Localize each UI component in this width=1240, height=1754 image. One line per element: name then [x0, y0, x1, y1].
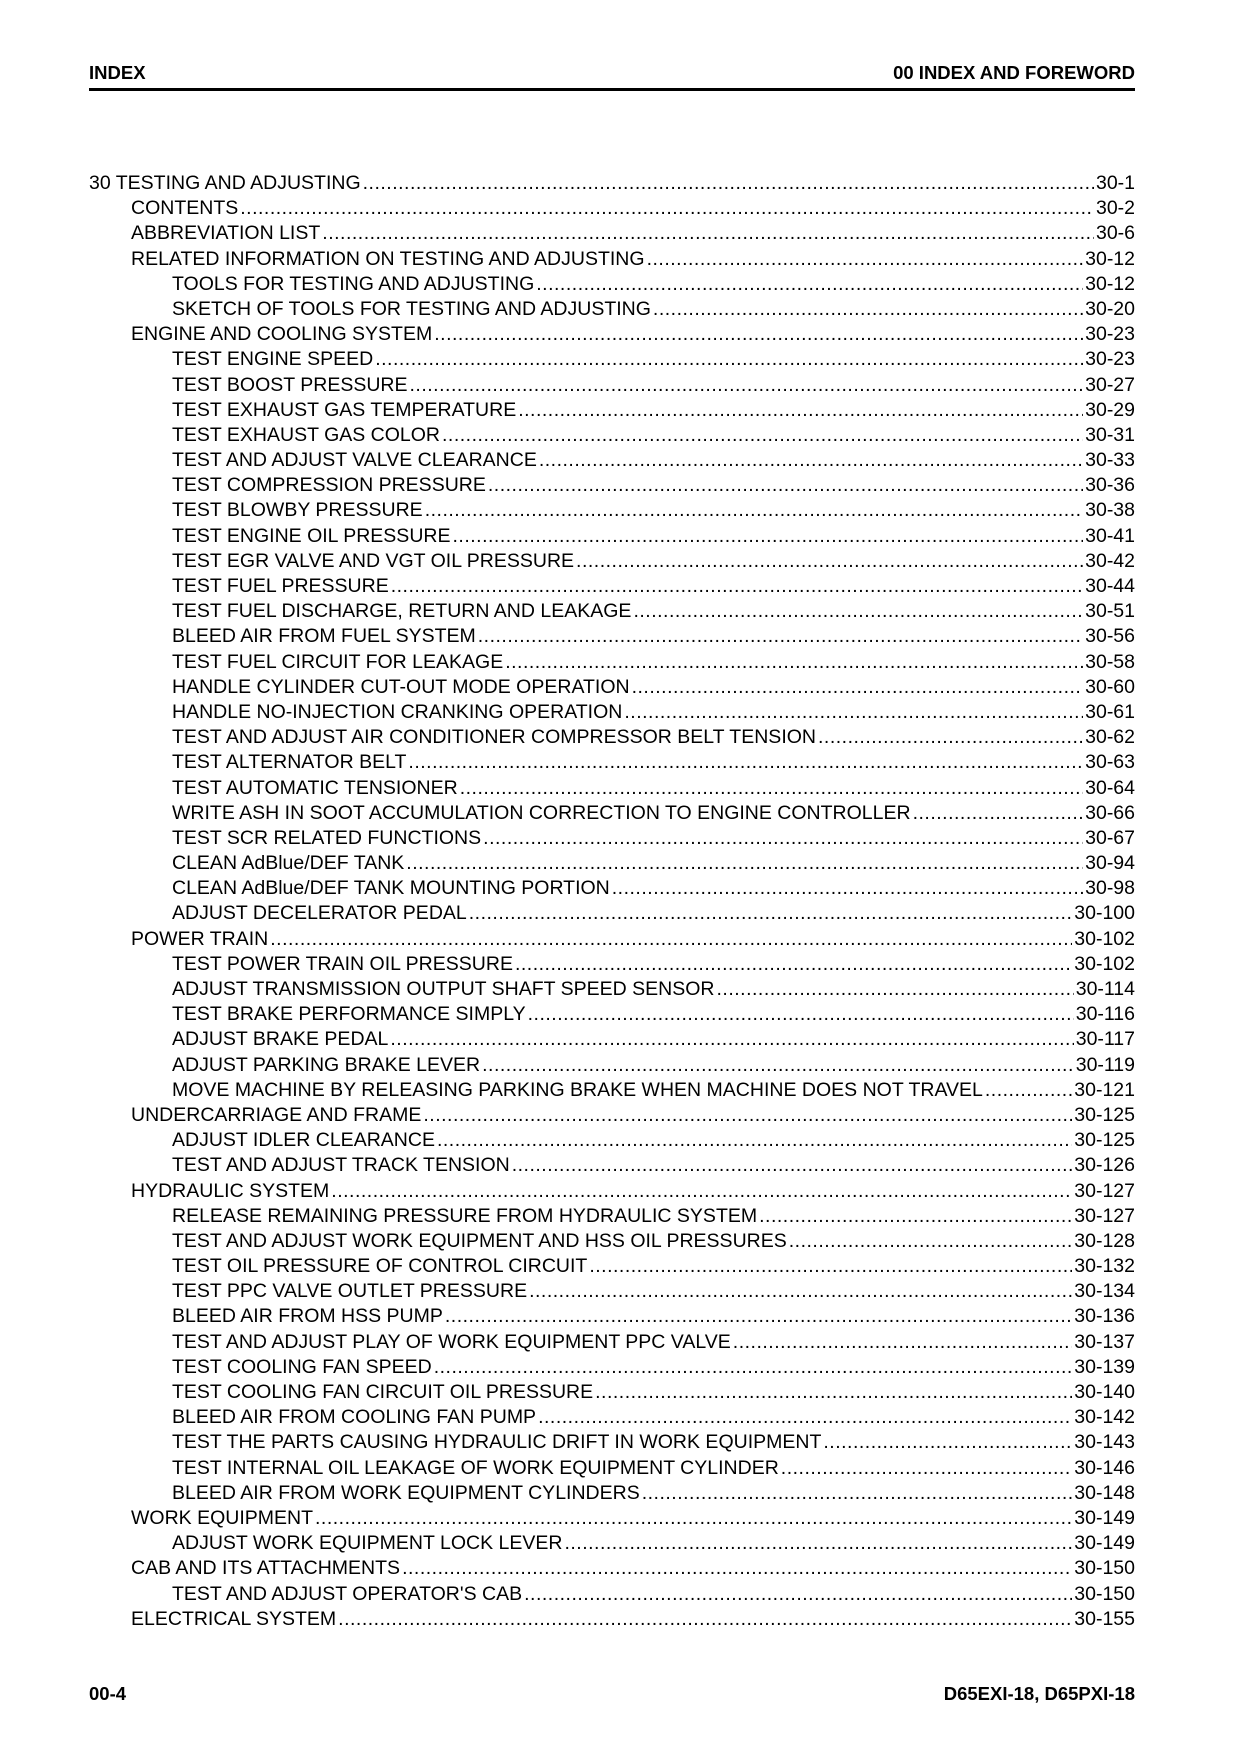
toc-dot-leader [482, 1053, 1074, 1078]
toc-entry-page: 30-100 [1074, 902, 1135, 925]
toc-entry-page: 30-128 [1074, 1229, 1135, 1252]
toc-entry[interactable] [89, 650, 1135, 675]
toc-entry-title: TEST EXHAUST GAS COLOR [172, 423, 441, 446]
toc-dot-leader [528, 1002, 1074, 1027]
toc-dot-leader [322, 221, 1094, 246]
toc-entry[interactable] [89, 1128, 1135, 1153]
toc-dot-leader [518, 398, 1083, 423]
toc-entry-page: 30-137 [1074, 1330, 1135, 1353]
toc-entry-title: ADJUST WORK EQUIPMENT LOCK LEVER [172, 1532, 563, 1555]
toc-dot-leader [402, 1556, 1072, 1581]
toc-entry[interactable] [89, 171, 1135, 196]
toc-entry[interactable] [89, 599, 1135, 624]
toc-entry[interactable] [89, 1355, 1135, 1380]
toc-entry[interactable] [89, 297, 1135, 322]
toc-entry-title: ADJUST BRAKE PEDAL [172, 1028, 389, 1051]
toc-entry[interactable] [89, 977, 1135, 1002]
toc-entry[interactable] [89, 876, 1135, 901]
toc-entry-page: 30-33 [1085, 449, 1135, 472]
toc-entry-page: 30-60 [1085, 675, 1135, 698]
toc-dot-leader [391, 574, 1083, 599]
toc-entry-page: 30-119 [1075, 1053, 1135, 1076]
toc-entry-title: TEST COOLING FAN CIRCUIT OIL PRESSURE [172, 1381, 594, 1403]
toc-entry-page: 30-67 [1085, 826, 1135, 849]
toc-entry[interactable] [89, 1556, 1135, 1581]
toc-dot-leader [624, 700, 1083, 725]
toc-entry-page: 30-102 [1074, 952, 1135, 975]
toc-entry[interactable] [89, 901, 1135, 926]
toc-dot-leader [406, 851, 1083, 876]
toc-dot-leader [564, 1531, 1072, 1556]
toc-entry-page: 30-136 [1074, 1305, 1135, 1328]
toc-dot-leader [823, 1430, 1072, 1455]
toc-dot-leader [642, 1481, 1073, 1506]
toc-entry-page: 30-102 [1074, 927, 1135, 950]
toc-dot-leader [460, 776, 1083, 801]
toc-dot-leader [315, 1506, 1072, 1531]
toc-entry-page: 30-58 [1085, 650, 1135, 673]
toc-entry-title: MOVE MACHINE BY RELEASING PARKING BRAKE WHEN MACHINE DOES NOT TRAVEL [172, 1078, 983, 1101]
toc-entry-title: TEST ENGINE SPEED [172, 348, 374, 371]
toc-entry[interactable] [89, 1153, 1135, 1178]
toc-dot-leader [612, 876, 1083, 901]
toc-entry-title: POWER TRAIN [131, 927, 269, 950]
toc-dot-leader [759, 1204, 1072, 1229]
header-divider [89, 88, 1135, 91]
toc-entry-title: ADJUST IDLER CLEARANCE [172, 1129, 435, 1152]
toc-dot-leader [536, 272, 1083, 297]
toc-entry[interactable] [89, 423, 1135, 448]
toc-entry-page: 30-98 [1085, 877, 1135, 900]
toc-entry-title: TEST AND ADJUST OPERATOR'S CAB [172, 1582, 523, 1605]
toc-entry[interactable] [89, 196, 1135, 221]
toc-entry-title: TEST AND ADJUST VALVE CLEARANCE [172, 449, 537, 472]
toc-entry[interactable] [89, 1607, 1135, 1632]
toc-entry[interactable] [89, 448, 1135, 473]
toc-dot-leader [789, 1229, 1073, 1254]
toc-entry-page: 30-23 [1085, 323, 1135, 346]
toc-entry[interactable] [89, 1304, 1135, 1329]
toc-entry-title: TEST AND ADJUST WORK EQUIPMENT AND HSS OIL PRESSURES [172, 1229, 787, 1252]
toc-entry[interactable] [89, 373, 1135, 398]
toc-entry[interactable] [89, 1506, 1135, 1531]
toc-entry-page: 30-142 [1074, 1406, 1135, 1429]
toc-dot-leader [338, 1607, 1072, 1632]
toc-dot-leader [538, 1405, 1072, 1430]
toc-entry[interactable] [89, 1279, 1135, 1304]
toc-entry-title: TEST AUTOMATIC TENSIONER [172, 776, 458, 799]
toc-entry-title: TEST OIL PRESSURE OF CONTROL CIRCUIT [172, 1255, 588, 1278]
toc-entry-page: 30-23 [1085, 348, 1135, 371]
toc-entry[interactable] [89, 1430, 1135, 1455]
toc-entry[interactable] [89, 952, 1135, 977]
toc-entry-page: 30-6 [1095, 222, 1135, 245]
toc-entry-title: BLEED AIR FROM WORK EQUIPMENT CYLINDERS [172, 1481, 640, 1504]
toc-entry[interactable] [89, 473, 1135, 498]
toc-entry-page: 30-127 [1074, 1204, 1135, 1227]
toc-entry-title: TEST EGR VALVE AND VGT OIL PRESSURE [172, 549, 575, 572]
toc-entry[interactable] [89, 675, 1135, 700]
toc-dot-leader [331, 1179, 1072, 1204]
toc-dot-leader [589, 1254, 1072, 1279]
toc-entry-title: CLEAN AdBlue/DEF TANK MOUNTING PORTION [172, 877, 610, 900]
toc-entry-title: TEST FUEL PRESSURE [172, 575, 389, 597]
toc-entry-page: 30-12 [1085, 247, 1135, 270]
toc-entry[interactable] [89, 1078, 1135, 1103]
toc-dot-leader [408, 750, 1083, 775]
toc-dot-leader [363, 171, 1094, 196]
toc-entry-page: 30-127 [1074, 1179, 1135, 1202]
toc-dot-leader [985, 1078, 1072, 1103]
toc-entry[interactable] [89, 776, 1135, 801]
toc-entry-page: 30-66 [1085, 801, 1135, 824]
toc-dot-leader [818, 725, 1083, 750]
toc-dot-leader [539, 448, 1083, 473]
toc-entry[interactable] [89, 272, 1135, 297]
toc-entry-title: TEST FUEL CIRCUIT FOR LEAKAGE [172, 650, 504, 673]
toc-entry-title: TEST AND ADJUST AIR CONDITIONER COMPRESSOR BELT TENSION [172, 726, 816, 749]
toc-dot-leader [390, 1027, 1073, 1052]
toc-entry-title: 30 TESTING AND ADJUSTING [89, 172, 361, 194]
toc-entry-title: TOOLS FOR TESTING AND ADJUSTING [172, 272, 535, 295]
toc-entry-title: WRITE ASH IN SOOT ACCUMULATION CORRECTION TO ENGINE CONTROLLER [172, 801, 911, 824]
toc-entry[interactable] [89, 700, 1135, 725]
toc-entry[interactable] [89, 1103, 1135, 1128]
toc-entry-title: BLEED AIR FROM FUEL SYSTEM [172, 625, 476, 648]
toc-entry-title: TEST COOLING FAN SPEED [172, 1355, 432, 1378]
toc-entry-page: 30-125 [1074, 1103, 1135, 1126]
toc-entry[interactable] [89, 1027, 1135, 1052]
toc-entry[interactable] [89, 1380, 1135, 1405]
toc-entry-title: TEST BLOWBY PRESSURE [172, 499, 423, 522]
toc-entry[interactable] [89, 1254, 1135, 1279]
toc-dot-leader [452, 524, 1083, 549]
toc-entry-page: 30-134 [1074, 1280, 1135, 1303]
toc-entry-page: 30-125 [1074, 1129, 1135, 1152]
toc-entry-page: 30-38 [1085, 499, 1135, 522]
toc-entry[interactable] [89, 524, 1135, 549]
header-chapter-title: 00 INDEX AND FOREWORD [893, 62, 1135, 83]
toc-dot-leader [410, 373, 1084, 398]
toc-dot-leader [434, 1355, 1073, 1380]
toc-dot-leader [375, 347, 1083, 372]
toc-entry-title: TEST THE PARTS CAUSING HYDRAULIC DRIFT IN WORK EQUIPMENT [172, 1431, 822, 1454]
toc-entry-title: ABBREVIATION LIST [131, 222, 321, 245]
toc-entry-page: 30-117 [1075, 1028, 1135, 1051]
toc-dot-leader [488, 473, 1083, 498]
toc-entry[interactable] [89, 1330, 1135, 1355]
toc-dot-leader [423, 1103, 1072, 1128]
toc-entry[interactable] [89, 549, 1135, 574]
toc-entry-page: 30-41 [1085, 524, 1135, 547]
toc-entry[interactable] [89, 347, 1135, 372]
toc-dot-leader [576, 549, 1083, 574]
toc-dot-leader [633, 599, 1083, 624]
toc-entry-title: ELECTRICAL SYSTEM [131, 1607, 337, 1630]
page-header [89, 58, 1135, 84]
toc-entry-page: 30-149 [1074, 1532, 1135, 1555]
toc-entry-title: TEST SCR RELATED FUNCTIONS [172, 826, 482, 849]
toc-dot-leader [425, 498, 1083, 523]
toc-entry-title: ADJUST DECELERATOR PEDAL [172, 902, 467, 925]
toc-entry[interactable] [89, 927, 1135, 952]
toc-entry-title: TEST COMPRESSION PRESSURE [172, 474, 486, 497]
toc-entry[interactable] [89, 1204, 1135, 1229]
toc-entry-title: CONTENTS [131, 197, 239, 220]
toc-entry-title: CAB AND ITS ATTACHMENTS [131, 1557, 401, 1580]
toc-entry-title: ENGINE AND COOLING SYSTEM [131, 323, 433, 346]
toc-dot-leader [437, 1128, 1072, 1153]
toc-entry-title: BLEED AIR FROM HSS PUMP [172, 1305, 443, 1328]
toc-entry-title: CLEAN AdBlue/DEF TANK [172, 852, 405, 875]
toc-entry-page: 30-20 [1085, 297, 1135, 320]
toc-entry[interactable] [89, 624, 1135, 649]
toc-entry-title: ADJUST TRANSMISSION OUTPUT SHAFT SPEED SENSOR [172, 978, 715, 1000]
toc-entry[interactable] [89, 398, 1135, 423]
toc-entry[interactable] [89, 1053, 1135, 1078]
toc-entry[interactable] [89, 498, 1135, 523]
toc-entry-page: 30-116 [1075, 1003, 1135, 1026]
toc-dot-leader [781, 1456, 1072, 1481]
toc-entry-title: TEST POWER TRAIN OIL PRESSURE [172, 952, 513, 975]
toc-dot-leader [632, 675, 1084, 700]
toc-entry-page: 30-149 [1074, 1506, 1135, 1529]
toc-entry-title: TEST ENGINE OIL PRESSURE [172, 524, 451, 547]
toc-entry-page: 30-64 [1085, 776, 1135, 799]
toc-entry-page: 30-44 [1085, 575, 1135, 597]
toc-entry-page: 30-150 [1074, 1557, 1135, 1580]
toc-entry-page: 30-61 [1085, 700, 1135, 723]
toc-dot-leader [240, 196, 1094, 221]
toc-entry-page: 30-143 [1074, 1431, 1135, 1454]
toc-entry-title: RELATED INFORMATION ON TESTING AND ADJUSTING [131, 247, 645, 270]
toc-entry-page: 30-140 [1074, 1381, 1135, 1403]
toc-entry-page: 30-36 [1085, 474, 1135, 497]
toc-entry-title: TEST BRAKE PERFORMANCE SIMPLY [172, 1003, 526, 1026]
toc-dot-leader [434, 322, 1083, 347]
toc-entry[interactable] [89, 1405, 1135, 1430]
header-section-label: INDEX [89, 62, 146, 83]
toc-dot-leader [505, 650, 1083, 675]
toc-dot-leader [595, 1380, 1072, 1405]
toc-entry-title: BLEED AIR FROM COOLING FAN PUMP [172, 1406, 537, 1429]
toc-dot-leader [469, 901, 1073, 926]
toc-entry-page: 30-2 [1095, 197, 1135, 220]
toc-entry-page: 30-63 [1085, 751, 1135, 774]
toc-dot-leader [913, 801, 1084, 826]
toc-entry-title: TEST BOOST PRESSURE [172, 373, 408, 396]
toc-dot-leader [717, 977, 1074, 1002]
toc-entry-page: 30-27 [1085, 373, 1135, 396]
toc-dot-leader [529, 1279, 1072, 1304]
toc-entry[interactable] [89, 247, 1135, 272]
table-of-contents [89, 171, 1135, 1632]
toc-entry-title: TEST AND ADJUST TRACK TENSION [172, 1154, 510, 1177]
toc-entry[interactable] [89, 725, 1135, 750]
toc-entry-page: 30-121 [1074, 1078, 1135, 1101]
toc-entry[interactable] [89, 801, 1135, 826]
toc-entry-page: 30-114 [1075, 978, 1135, 1000]
toc-entry[interactable] [89, 1582, 1135, 1607]
toc-entry-page: 30-31 [1085, 423, 1135, 446]
toc-entry-title: HYDRAULIC SYSTEM [131, 1179, 330, 1202]
toc-dot-leader [733, 1330, 1073, 1355]
toc-dot-leader [524, 1582, 1072, 1607]
toc-entry-title: WORK EQUIPMENT [131, 1506, 314, 1529]
toc-entry-page: 30-150 [1074, 1582, 1135, 1605]
toc-entry-title: SKETCH OF TOOLS FOR TESTING AND ADJUSTING [172, 297, 651, 320]
toc-entry-title: TEST ALTERNATOR BELT [172, 751, 407, 774]
toc-entry-title: TEST AND ADJUST PLAY OF WORK EQUIPMENT PPC VALVE [172, 1330, 731, 1353]
toc-entry[interactable] [89, 750, 1135, 775]
toc-entry-page: 30-148 [1074, 1481, 1135, 1504]
toc-entry-page: 30-126 [1074, 1154, 1135, 1177]
toc-entry[interactable] [89, 221, 1135, 246]
toc-entry-page: 30-51 [1085, 600, 1135, 623]
toc-dot-leader [442, 423, 1083, 448]
toc-entry[interactable] [89, 1002, 1135, 1027]
toc-entry[interactable] [89, 574, 1135, 599]
toc-dot-leader [512, 1153, 1073, 1178]
toc-entry-title: HANDLE NO-INJECTION CRANKING OPERATION [172, 700, 623, 723]
toc-entry[interactable] [89, 826, 1135, 851]
toc-entry[interactable] [89, 1456, 1135, 1481]
toc-entry-page: 30-42 [1085, 549, 1135, 572]
toc-entry[interactable] [89, 1481, 1135, 1506]
toc-dot-leader [445, 1304, 1072, 1329]
toc-entry[interactable] [89, 1179, 1135, 1204]
toc-entry-page: 30-56 [1085, 625, 1135, 648]
toc-entry-title: RELEASE REMAINING PRESSURE FROM HYDRAULIC SYSTEM [172, 1204, 758, 1227]
toc-dot-leader [647, 247, 1084, 272]
toc-entry-page: 30-29 [1085, 398, 1135, 421]
toc-entry-page: 30-12 [1085, 272, 1135, 295]
toc-dot-leader [478, 624, 1083, 649]
toc-dot-leader [483, 826, 1083, 851]
toc-entry-page: 30-62 [1085, 726, 1135, 749]
toc-entry-page: 30-132 [1074, 1255, 1135, 1278]
page-footer [89, 1683, 1135, 1705]
toc-entry-title: UNDERCARRIAGE AND FRAME [131, 1103, 422, 1126]
toc-dot-leader [515, 952, 1072, 977]
model-designation: D65EXI-18, D65PXI-18 [943, 1683, 1135, 1704]
toc-entry[interactable] [89, 1229, 1135, 1254]
toc-entry-title: ADJUST PARKING BRAKE LEVER [172, 1053, 481, 1076]
toc-entry-page: 30-1 [1095, 172, 1135, 194]
toc-entry-title: TEST PPC VALVE OUTLET PRESSURE [172, 1280, 528, 1303]
toc-entry-title: TEST EXHAUST GAS TEMPERATURE [172, 398, 517, 421]
toc-entry-page: 30-155 [1074, 1607, 1135, 1630]
toc-entry[interactable] [89, 322, 1135, 347]
toc-dot-leader [270, 927, 1072, 952]
toc-entry-title: TEST INTERNAL OIL LEAKAGE OF WORK EQUIPMENT CYLINDER [172, 1456, 779, 1479]
toc-entry-title: TEST FUEL DISCHARGE, RETURN AND LEAKAGE [172, 600, 632, 623]
toc-dot-leader [653, 297, 1083, 322]
toc-entry-title: HANDLE CYLINDER CUT-OUT MODE OPERATION [172, 675, 630, 698]
toc-entry[interactable] [89, 1531, 1135, 1556]
page-number: 00-4 [89, 1683, 127, 1704]
toc-entry[interactable] [89, 851, 1135, 876]
toc-entry-page: 30-139 [1074, 1355, 1135, 1378]
toc-entry-page: 30-94 [1085, 852, 1135, 875]
toc-entry-page: 30-146 [1074, 1456, 1135, 1479]
